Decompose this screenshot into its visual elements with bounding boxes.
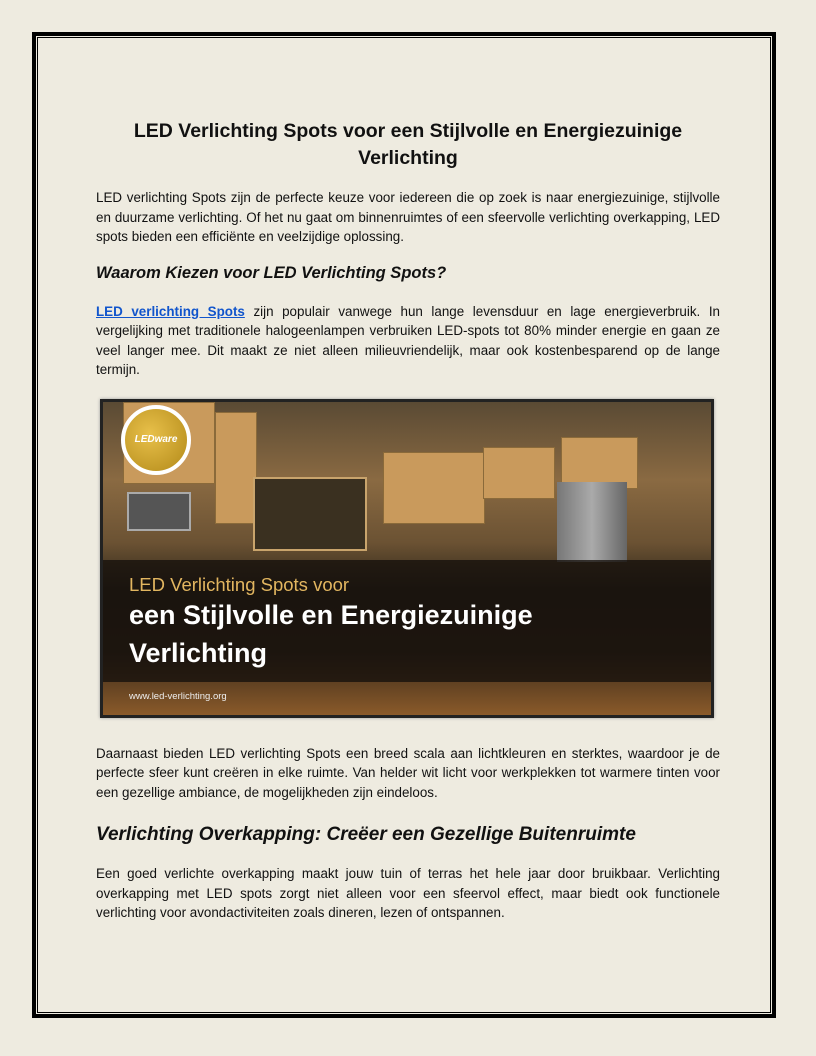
- cabinet: [215, 412, 257, 524]
- banner-line-1: LED Verlichting Spots voor: [129, 573, 350, 595]
- led-spots-link[interactable]: LED verlichting Spots: [96, 303, 245, 319]
- overkapping-paragraph: Een goed verlichte overkapping maakt jouw tuin of terras het hele jaar door bruikbaar. Verlichting overkapping met LED spots zorgt niet alleen voor een sfeervol effect, maar biedt ook functionele verlichting voor avondactiviteiten zoals dineren, lezen of ontspannen.: [96, 866, 720, 920]
- refrigerator: [557, 482, 627, 562]
- kitchen-banner-image: [100, 399, 714, 718]
- microwave: [127, 492, 191, 531]
- cabinet: [483, 447, 555, 499]
- why-paragraph: [96, 302, 720, 380]
- banner-line-3: Verlichting: [129, 637, 268, 668]
- why-paragraph-text: zijn populair vanwege hun lange levensduur en lage energieverbruik. In vergelijking met traditionele halogeenlampen verbruiken LED-spots tot 80% minder energie en gaan ze veel langer mee. Dit maakt ze niet alleen milieuvriendelijk, maar ook kostenbesparend op de lange termijn.: [96, 303, 720, 377]
- banner-line-2: een Stijlvolle en Energiezuinige: [129, 599, 533, 630]
- intro-paragraph: LED verlichting Spots zijn de perfecte keuze voor iedereen die op zoek is naar energiezuinige, stijlvolle en duurzame verlichting. Of het nu gaat om binnenruimtes of een sfeervolle verlichting overkapping, LED spots bieden een efficiënte en veelzijdige oplossing.: [96, 190, 720, 244]
- section-heading-why: Waarom Kiezen voor LED Verlichting Spots?: [96, 263, 447, 282]
- page-title: LED Verlichting Spots voor een Stijlvolle en Energiezuinige Verlichting: [133, 120, 683, 169]
- window: [253, 477, 367, 551]
- section-heading-overkapping: Verlichting Overkapping: Creëer een Gezellige Buitenruimte: [96, 824, 636, 845]
- colors-paragraph: Daarnaast bieden LED verlichting Spots een breed scala aan lichtkleuren en sterktes, waardoor je de perfecte sfeer kunt creëren in elke ruimte. Van helder wit licht voor werkplekken tot warmere tinten voor een gezellige ambiance, de mogelijkheden zijn eindeloos.: [96, 745, 720, 800]
- banner-url: www.led-verlichting.org: [129, 690, 227, 702]
- document-content: [96, 118, 720, 923]
- ledware-logo: LEDware: [121, 405, 191, 475]
- cabinet: [383, 452, 485, 524]
